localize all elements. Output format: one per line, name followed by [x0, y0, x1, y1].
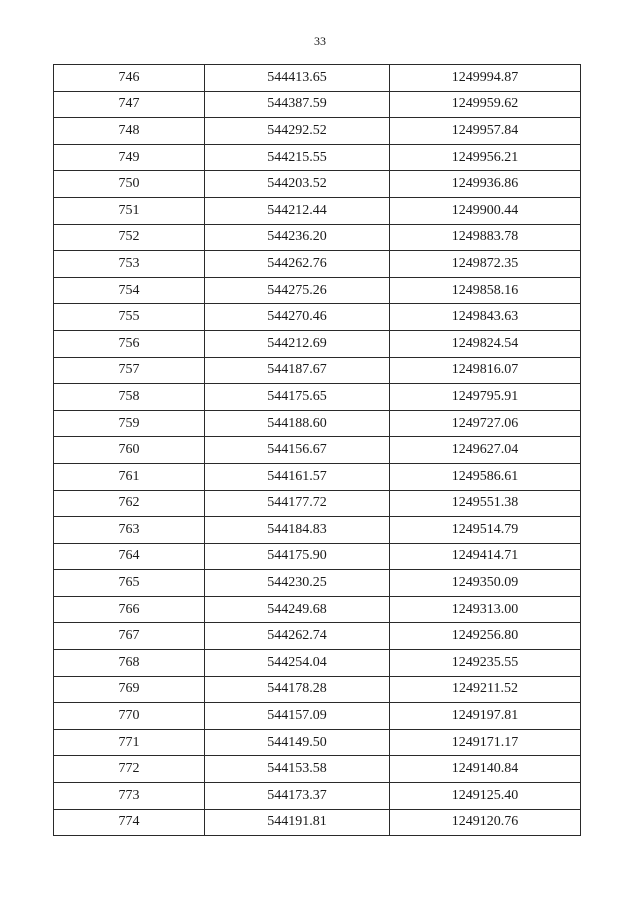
y-coordinate-cell: 1249872.35 — [390, 251, 581, 278]
table-row — [54, 224, 581, 251]
y-coordinate-cell: 1249171.17 — [390, 729, 581, 756]
x-coordinate-cell: 544270.46 — [205, 304, 390, 331]
point-number-cell: 750 — [54, 171, 205, 198]
x-coordinate-cell: 544203.52 — [205, 171, 390, 198]
y-coordinate-cell: 1249197.81 — [390, 703, 581, 730]
x-coordinate-cell: 544212.44 — [205, 197, 390, 224]
table-row — [54, 197, 581, 224]
table-row — [54, 91, 581, 118]
x-coordinate-cell: 544188.60 — [205, 410, 390, 437]
x-coordinate-cell: 544236.20 — [205, 224, 390, 251]
point-number-cell: 754 — [54, 277, 205, 304]
y-coordinate-cell: 1249843.63 — [390, 304, 581, 331]
x-coordinate-cell: 544254.04 — [205, 650, 390, 677]
x-coordinate-cell: 544153.58 — [205, 756, 390, 783]
point-number-cell: 759 — [54, 410, 205, 437]
x-coordinate-cell: 544175.65 — [205, 384, 390, 411]
y-coordinate-cell: 1249959.62 — [390, 91, 581, 118]
coordinates-table-body — [54, 65, 581, 836]
y-coordinate-cell: 1249795.91 — [390, 384, 581, 411]
table-row — [54, 65, 581, 92]
x-coordinate-cell: 544215.55 — [205, 144, 390, 171]
x-coordinate-cell: 544292.52 — [205, 118, 390, 145]
y-coordinate-cell: 1249140.84 — [390, 756, 581, 783]
y-coordinate-cell: 1249824.54 — [390, 330, 581, 357]
table-row — [54, 650, 581, 677]
point-number-cell: 752 — [54, 224, 205, 251]
point-number-cell: 746 — [54, 65, 205, 92]
table-row — [54, 783, 581, 810]
y-coordinate-cell: 1249256.80 — [390, 623, 581, 650]
table-row — [54, 144, 581, 171]
table-row — [54, 357, 581, 384]
table-row — [54, 277, 581, 304]
x-coordinate-cell: 544262.74 — [205, 623, 390, 650]
x-coordinate-cell: 544191.81 — [205, 809, 390, 836]
table-row — [54, 517, 581, 544]
table-row — [54, 437, 581, 464]
x-coordinate-cell: 544157.09 — [205, 703, 390, 730]
point-number-cell: 768 — [54, 650, 205, 677]
point-number-cell: 766 — [54, 596, 205, 623]
point-number-cell: 763 — [54, 517, 205, 544]
point-number-cell: 753 — [54, 251, 205, 278]
point-number-cell: 765 — [54, 570, 205, 597]
y-coordinate-cell: 1249514.79 — [390, 517, 581, 544]
table-row — [54, 118, 581, 145]
x-coordinate-cell: 544177.72 — [205, 490, 390, 517]
y-coordinate-cell: 1249956.21 — [390, 144, 581, 171]
x-coordinate-cell: 544275.26 — [205, 277, 390, 304]
table-row — [54, 596, 581, 623]
coordinates-table — [53, 64, 581, 836]
table-row — [54, 410, 581, 437]
y-coordinate-cell: 1249120.76 — [390, 809, 581, 836]
point-number-cell: 751 — [54, 197, 205, 224]
point-number-cell: 756 — [54, 330, 205, 357]
y-coordinate-cell: 1249211.52 — [390, 676, 581, 703]
table-row — [54, 729, 581, 756]
page-number: 33 — [314, 34, 326, 48]
x-coordinate-cell: 544173.37 — [205, 783, 390, 810]
point-number-cell: 749 — [54, 144, 205, 171]
y-coordinate-cell: 1249936.86 — [390, 171, 581, 198]
x-coordinate-cell: 544184.83 — [205, 517, 390, 544]
y-coordinate-cell: 1249586.61 — [390, 463, 581, 490]
point-number-cell: 757 — [54, 357, 205, 384]
table-row — [54, 251, 581, 278]
y-coordinate-cell: 1249994.87 — [390, 65, 581, 92]
point-number-cell: 758 — [54, 384, 205, 411]
table-row — [54, 676, 581, 703]
y-coordinate-cell: 1249414.71 — [390, 543, 581, 570]
x-coordinate-cell: 544230.25 — [205, 570, 390, 597]
y-coordinate-cell: 1249627.04 — [390, 437, 581, 464]
point-number-cell: 747 — [54, 91, 205, 118]
table-row — [54, 463, 581, 490]
y-coordinate-cell: 1249900.44 — [390, 197, 581, 224]
table-row — [54, 570, 581, 597]
x-coordinate-cell: 544178.28 — [205, 676, 390, 703]
point-number-cell: 755 — [54, 304, 205, 331]
point-number-cell: 773 — [54, 783, 205, 810]
y-coordinate-cell: 1249551.38 — [390, 490, 581, 517]
table-row — [54, 384, 581, 411]
point-number-cell: 764 — [54, 543, 205, 570]
y-coordinate-cell: 1249235.55 — [390, 650, 581, 677]
point-number-cell: 762 — [54, 490, 205, 517]
x-coordinate-cell: 544175.90 — [205, 543, 390, 570]
table-row — [54, 703, 581, 730]
point-number-cell: 771 — [54, 729, 205, 756]
table-row — [54, 171, 581, 198]
x-coordinate-cell: 544156.67 — [205, 437, 390, 464]
x-coordinate-cell: 544387.59 — [205, 91, 390, 118]
y-coordinate-cell: 1249727.06 — [390, 410, 581, 437]
x-coordinate-cell: 544262.76 — [205, 251, 390, 278]
y-coordinate-cell: 1249883.78 — [390, 224, 581, 251]
point-number-cell: 748 — [54, 118, 205, 145]
y-coordinate-cell: 1249125.40 — [390, 783, 581, 810]
point-number-cell: 767 — [54, 623, 205, 650]
point-number-cell: 769 — [54, 676, 205, 703]
table-row — [54, 330, 581, 357]
y-coordinate-cell: 1249957.84 — [390, 118, 581, 145]
point-number-cell: 774 — [54, 809, 205, 836]
table-row — [54, 304, 581, 331]
point-number-cell: 761 — [54, 463, 205, 490]
x-coordinate-cell: 544212.69 — [205, 330, 390, 357]
x-coordinate-cell: 544249.68 — [205, 596, 390, 623]
table-row — [54, 490, 581, 517]
x-coordinate-cell: 544149.50 — [205, 729, 390, 756]
y-coordinate-cell: 1249313.00 — [390, 596, 581, 623]
point-number-cell: 772 — [54, 756, 205, 783]
x-coordinate-cell: 544413.65 — [205, 65, 390, 92]
table-row — [54, 809, 581, 836]
y-coordinate-cell: 1249350.09 — [390, 570, 581, 597]
x-coordinate-cell: 544187.67 — [205, 357, 390, 384]
point-number-cell: 760 — [54, 437, 205, 464]
point-number-cell: 770 — [54, 703, 205, 730]
y-coordinate-cell: 1249858.16 — [390, 277, 581, 304]
table-row — [54, 623, 581, 650]
y-coordinate-cell: 1249816.07 — [390, 357, 581, 384]
table-row — [54, 756, 581, 783]
table-row — [54, 543, 581, 570]
x-coordinate-cell: 544161.57 — [205, 463, 390, 490]
